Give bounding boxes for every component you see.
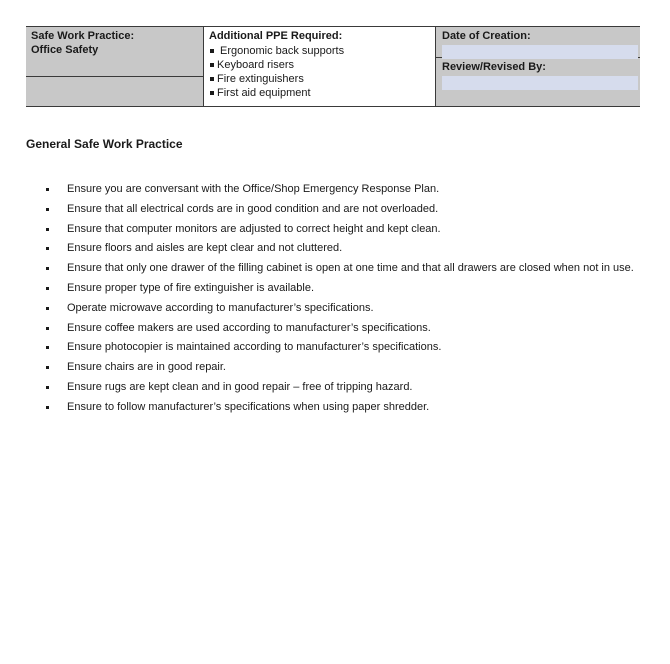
list-item [26,398,640,418]
bullet-icon [26,378,67,398]
ppe-item-text: Keyboard risers [217,59,295,71]
list-item [26,259,640,279]
ppe-item-text: Fire extinguishers [217,73,304,85]
bullet-icon [210,63,214,67]
ppe-item [209,72,435,86]
bullet-icon [26,398,67,418]
practice-cell [26,27,204,106]
list-item [26,378,640,398]
practice-value: Office Safety [31,44,99,56]
list-item-text: Ensure photocopier is maintained according to manufacturer’s specifications. [67,341,442,354]
ppe-item [209,86,435,100]
list-item-text: Ensure that only one drawer of the filling cabinet is open at one time and that all drawers are closed when not in use. [67,262,634,275]
date-field[interactable] [442,45,638,59]
bullet-icon [26,319,67,339]
date-of-creation-block [436,27,640,58]
list-item [26,338,640,358]
section-title: General Safe Work Practice [26,137,183,151]
bullet-icon [26,299,67,319]
bullet-icon [26,279,67,299]
practice-list [26,180,640,418]
practice-cell-top [26,27,203,77]
review-block [436,58,640,90]
bullet-icon [26,338,67,358]
bullet-icon [26,200,67,220]
list-item [26,180,640,200]
list-item-text: Ensure rugs are kept clean and in good repair – free of tripping hazard. [67,380,413,393]
bullet-icon [210,91,214,95]
bullet-icon [26,220,67,240]
bullet-icon [26,259,67,279]
ppe-item-text: First aid equipment [217,87,311,99]
list-item-text: Ensure proper type of fire extinguisher is available. [67,281,315,294]
ppe-item [209,58,435,72]
list-item [26,279,640,299]
bullet-icon [26,239,67,259]
ppe-label: Additional PPE Required: [209,30,343,42]
bullet-icon [26,180,67,200]
ppe-item-text: Ergonomic back supports [220,45,345,57]
review-label: Review/Revised By: [442,61,546,73]
list-item-text: Ensure you are conversant with the Office/Shop Emergency Response Plan. [67,183,440,195]
bullet-icon [26,358,67,378]
ppe-list [209,44,435,100]
ppe-cell [204,27,436,106]
list-item [26,220,640,240]
list-item-text: Ensure to follow manufacturer’s specifications when using paper shredder. [67,400,430,413]
list-item-text: Operate microwave according to manufacturer’s specifications. [67,301,374,314]
bullet-icon [210,77,214,81]
header-table [26,26,640,107]
list-item [26,299,640,319]
practice-label: Safe Work Practice: [31,30,135,42]
list-item [26,239,640,259]
bullet-icon [210,49,214,53]
ppe-item [209,44,435,58]
list-item-text: Ensure floors and aisles are kept clear and not cluttered. [67,242,343,255]
review-field[interactable] [442,76,638,90]
dates-cell [436,27,640,106]
list-item [26,358,640,378]
date-label: Date of Creation: [442,30,531,42]
list-item-text: Ensure chairs are in good repair. [67,361,226,374]
list-item-text: Ensure that computer monitors are adjusted to correct height and kept clean. [67,222,441,235]
list-item [26,200,640,220]
list-item-text: Ensure coffee makers are used according to manufacturer’s specifications. [67,321,431,334]
list-item [26,319,640,339]
list-item-text: Ensure that all electrical cords are in good condition and are not overloaded. [67,202,439,215]
